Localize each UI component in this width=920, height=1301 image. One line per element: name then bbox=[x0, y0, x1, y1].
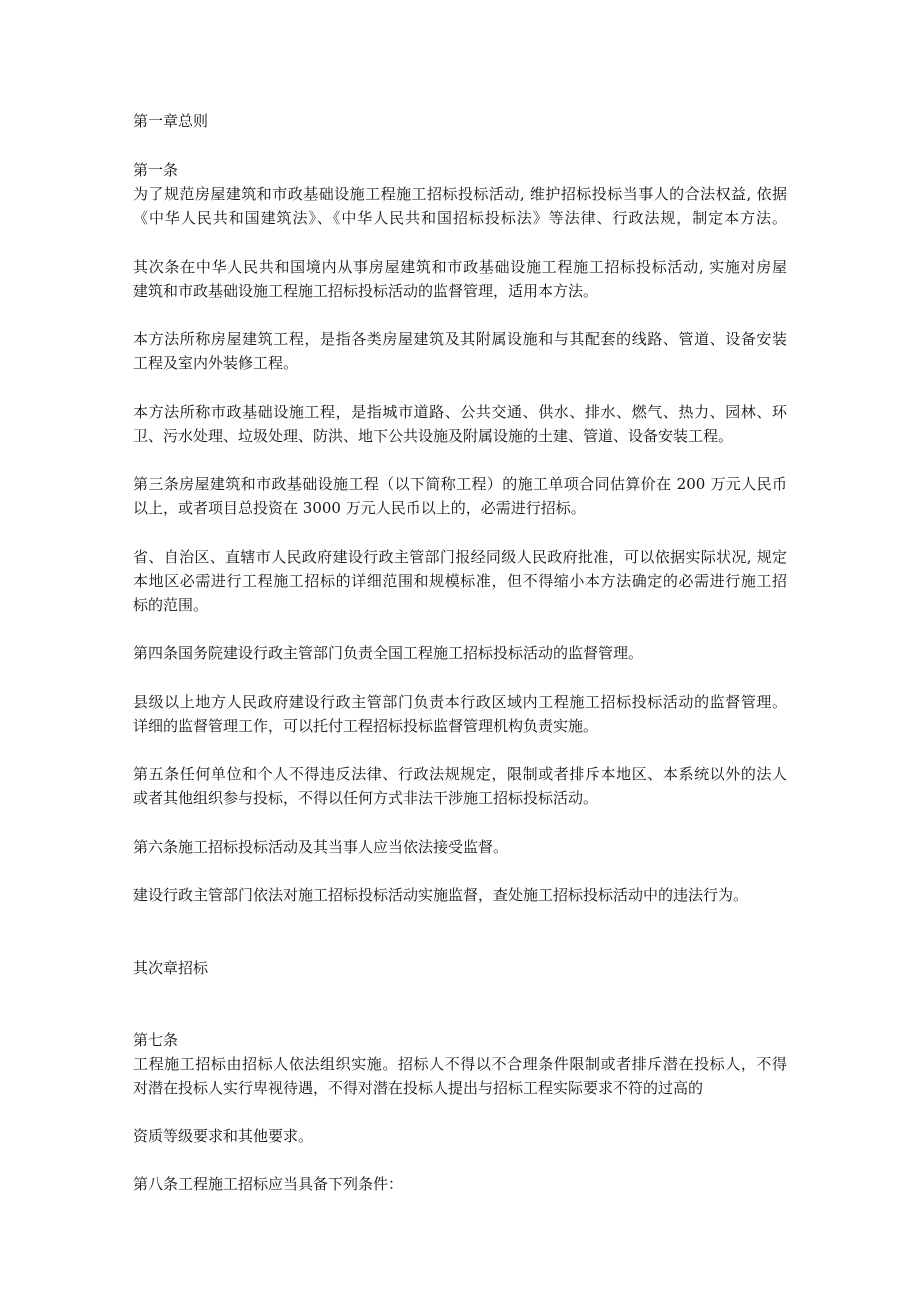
article-7-heading: 第七条 bbox=[133, 1031, 179, 1049]
supervision-paragraph-line: 建设行政主管部门依法对施工招标投标活动实施监督，查处施工招标投标活动中的违法行为。 bbox=[133, 886, 749, 904]
article-5-line-2: 或者其他组织参与投标，不得以任何方式非法干涉施工招标投标活动。 bbox=[133, 789, 599, 807]
county-paragraph-line-1: 县级以上地方人民政府建设行政主管部门负责本行政区域内工程施工招标投标活动的监督管理。 bbox=[133, 693, 787, 711]
article-8-line: 第八条工程施工招标应当具备下列条件： bbox=[133, 1175, 404, 1193]
article-1-heading: 第一条 bbox=[133, 161, 179, 179]
article-2-line-1: 其次条在中华人民共和国境内从事房屋建筑和市政基础设施工程施工招标投标活动, 实施对房屋 bbox=[133, 258, 787, 276]
chapter-2-title: 其次章招标 bbox=[133, 959, 209, 977]
municipal-definition-line-2: 卫、污水处理、垃圾处理、防洪、地下公共设施及附属设施的土建、管道、设备安装工程。 bbox=[133, 427, 734, 445]
article-5-line-1: 第五条任何单位和个人不得违反法律、行政法规规定，限制或者排斥本地区、本系统以外的法人 bbox=[133, 765, 787, 783]
article-1-line-2: 《中华人民共和国建筑法》、《中华人民共和国招标投标法》等法律、行政法规，制定本方法。 bbox=[133, 209, 787, 227]
county-paragraph-line-2: 详细的监督管理工作，可以托付工程招标投标监督管理机构负责实施。 bbox=[133, 717, 599, 735]
province-paragraph-line-3: 标的范围。 bbox=[133, 596, 209, 614]
article-2-line-2: 建筑和市政基础设施工程施工招标投标活动的监督管理，适用本方法。 bbox=[133, 282, 599, 300]
province-paragraph-line-2: 本地区必需进行工程施工招标的详细范围和规模标准，但不得缩小本方法确定的必需进行施工招 bbox=[133, 572, 787, 590]
building-definition-line-2: 工程及室内外装修工程。 bbox=[133, 354, 299, 372]
building-definition-line-1: 本方法所称房屋建筑工程，是指各类房屋建筑及其附属设施和与其配套的线路、管道、设备安装 bbox=[133, 330, 787, 348]
chapter-1-title: 第一章总则 bbox=[133, 112, 209, 130]
article-4-line: 第四条国务院建设行政主管部门负责全国工程施工招标投标活动的监督管理。 bbox=[133, 644, 644, 662]
article-3-line-2: 以上，或者项目总投资在 3000 万元人民币以上的，必需进行招标。 bbox=[133, 499, 586, 517]
article-6-line: 第六条施工招标投标活动及其当事人应当依法接受监督。 bbox=[133, 838, 509, 856]
qualification-paragraph-line: 资质等级要求和其他要求。 bbox=[133, 1127, 314, 1145]
article-1-line-1: 为了规范房屋建筑和市政基础设施工程施工招标投标活动, 维护招标投标当事人的合法权益, 依据 bbox=[133, 185, 787, 203]
article-7-line-1: 工程施工招标由招标人依法组织实施。招标人不得以不合理条件限制或者排斥潜在投标人，不得 bbox=[133, 1055, 787, 1073]
article-3-line-1: 第三条房屋建筑和市政基础设施工程（以下简称工程）的施工单项合同估算价在 200 万元人民币 bbox=[133, 475, 787, 493]
province-paragraph-line-1: 省、自治区、直辖市人民政府建设行政主管部门报经同级人民政府批准，可以依据实际状况, 规定 bbox=[133, 548, 787, 566]
article-7-line-2: 对潜在投标人实行卑视待遇，不得对潜在投标人提出与招标工程实际要求不符的过高的 bbox=[133, 1079, 704, 1097]
municipal-definition-line-1: 本方法所称市政基础设施工程，是指城市道路、公共交通、供水、排水、燃气、热力、园林、环 bbox=[133, 403, 787, 421]
